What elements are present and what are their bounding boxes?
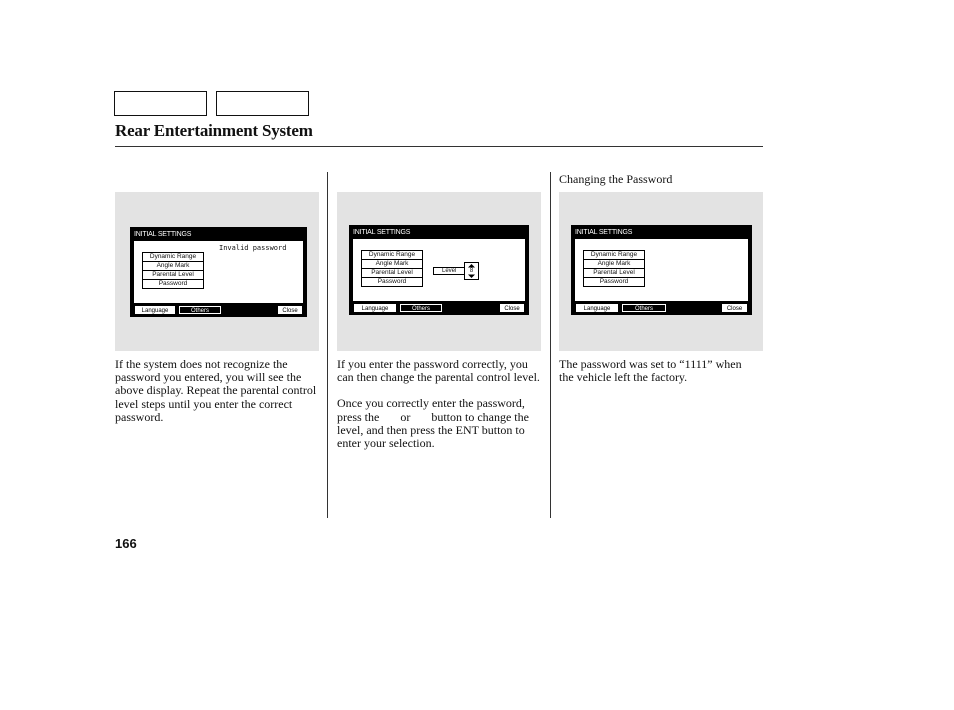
display-screen-1: [130, 227, 307, 317]
language-button[interactable]: Language: [576, 304, 618, 312]
section-title: Rear Entertainment System: [115, 121, 313, 140]
menu-item-dynamic-range[interactable]: Dynamic Range: [362, 251, 422, 260]
header-tab-box-1: [114, 91, 207, 116]
others-button[interactable]: Others: [179, 306, 221, 314]
menu-item-parental-level[interactable]: Parental Level: [584, 269, 644, 278]
level-up-arrow-icon: [468, 264, 475, 268]
level-spinner[interactable]: [464, 262, 479, 280]
paragraph: Once you correctly enter the password, press the or button to change the level, and then press the ENT button to enter your selection.: [337, 396, 529, 451]
menu-item-angle-mark[interactable]: Angle Mark: [584, 260, 644, 269]
close-button[interactable]: Close: [278, 306, 302, 314]
display-screen-3: [571, 225, 752, 315]
close-button[interactable]: Close: [722, 304, 747, 312]
paragraph: If the system does not recognize the password you entered, you will see the above display. Repeat the parental control level steps until you enter the correct password.: [115, 357, 317, 424]
invalid-password-message: Invalid password: [219, 244, 287, 252]
caption-changing-password: Changing the Password: [559, 172, 673, 186]
menu-item-parental-level[interactable]: Parental Level: [362, 269, 422, 278]
screen-content: [353, 239, 525, 301]
screen-button-bar: [571, 301, 752, 315]
screen-title: INITIAL SETTINGS: [134, 231, 192, 238]
screen-button-bar: [349, 301, 529, 315]
column-1-text: [115, 358, 321, 437]
settings-menu: [142, 252, 204, 289]
language-button[interactable]: Language: [354, 304, 396, 312]
menu-item-password[interactable]: Password: [158, 280, 188, 287]
header-rule: [115, 146, 763, 147]
menu-item-parental-level[interactable]: Parental Level: [143, 271, 203, 280]
page-number: 166: [115, 536, 137, 551]
close-button[interactable]: Close: [500, 304, 524, 312]
menu-item-angle-mark[interactable]: Angle Mark: [362, 260, 422, 269]
screen-content: [134, 241, 303, 303]
paragraph: The password was set to “1111” when the vehicle left the factory.: [559, 357, 742, 385]
settings-menu: [583, 250, 645, 287]
menu-item-angle-mark[interactable]: Angle Mark: [143, 262, 203, 271]
header-tab-box-2: [216, 91, 309, 116]
figure-panel-3: [559, 192, 763, 351]
language-button[interactable]: Language: [135, 306, 175, 314]
screen-button-bar: [130, 303, 307, 317]
settings-menu: [361, 250, 423, 287]
others-button[interactable]: Others: [400, 304, 442, 312]
menu-item-password[interactable]: Password: [377, 278, 407, 285]
level-value: 8: [469, 268, 474, 274]
menu-item-password[interactable]: Password: [599, 278, 629, 285]
display-screen-2: [349, 225, 529, 315]
menu-item-dynamic-range[interactable]: Dynamic Range: [143, 253, 203, 262]
others-button[interactable]: Others: [622, 304, 666, 312]
paragraph: If you enter the password correctly, you can then change the parental control level.: [337, 357, 540, 385]
figure-panel-2: [337, 192, 541, 351]
figure-panel-1: [115, 192, 319, 351]
column-divider-2: [550, 172, 551, 518]
column-2-text: [337, 358, 542, 463]
level-label: Level: [442, 268, 457, 274]
column-divider-1: [327, 172, 328, 518]
level-down-arrow-icon: [468, 275, 475, 279]
menu-item-dynamic-range[interactable]: Dynamic Range: [584, 251, 644, 260]
screen-content: [575, 239, 748, 301]
screen-title: INITIAL SETTINGS: [353, 229, 411, 236]
column-3-text: [559, 358, 759, 397]
screen-title: INITIAL SETTINGS: [575, 229, 633, 236]
